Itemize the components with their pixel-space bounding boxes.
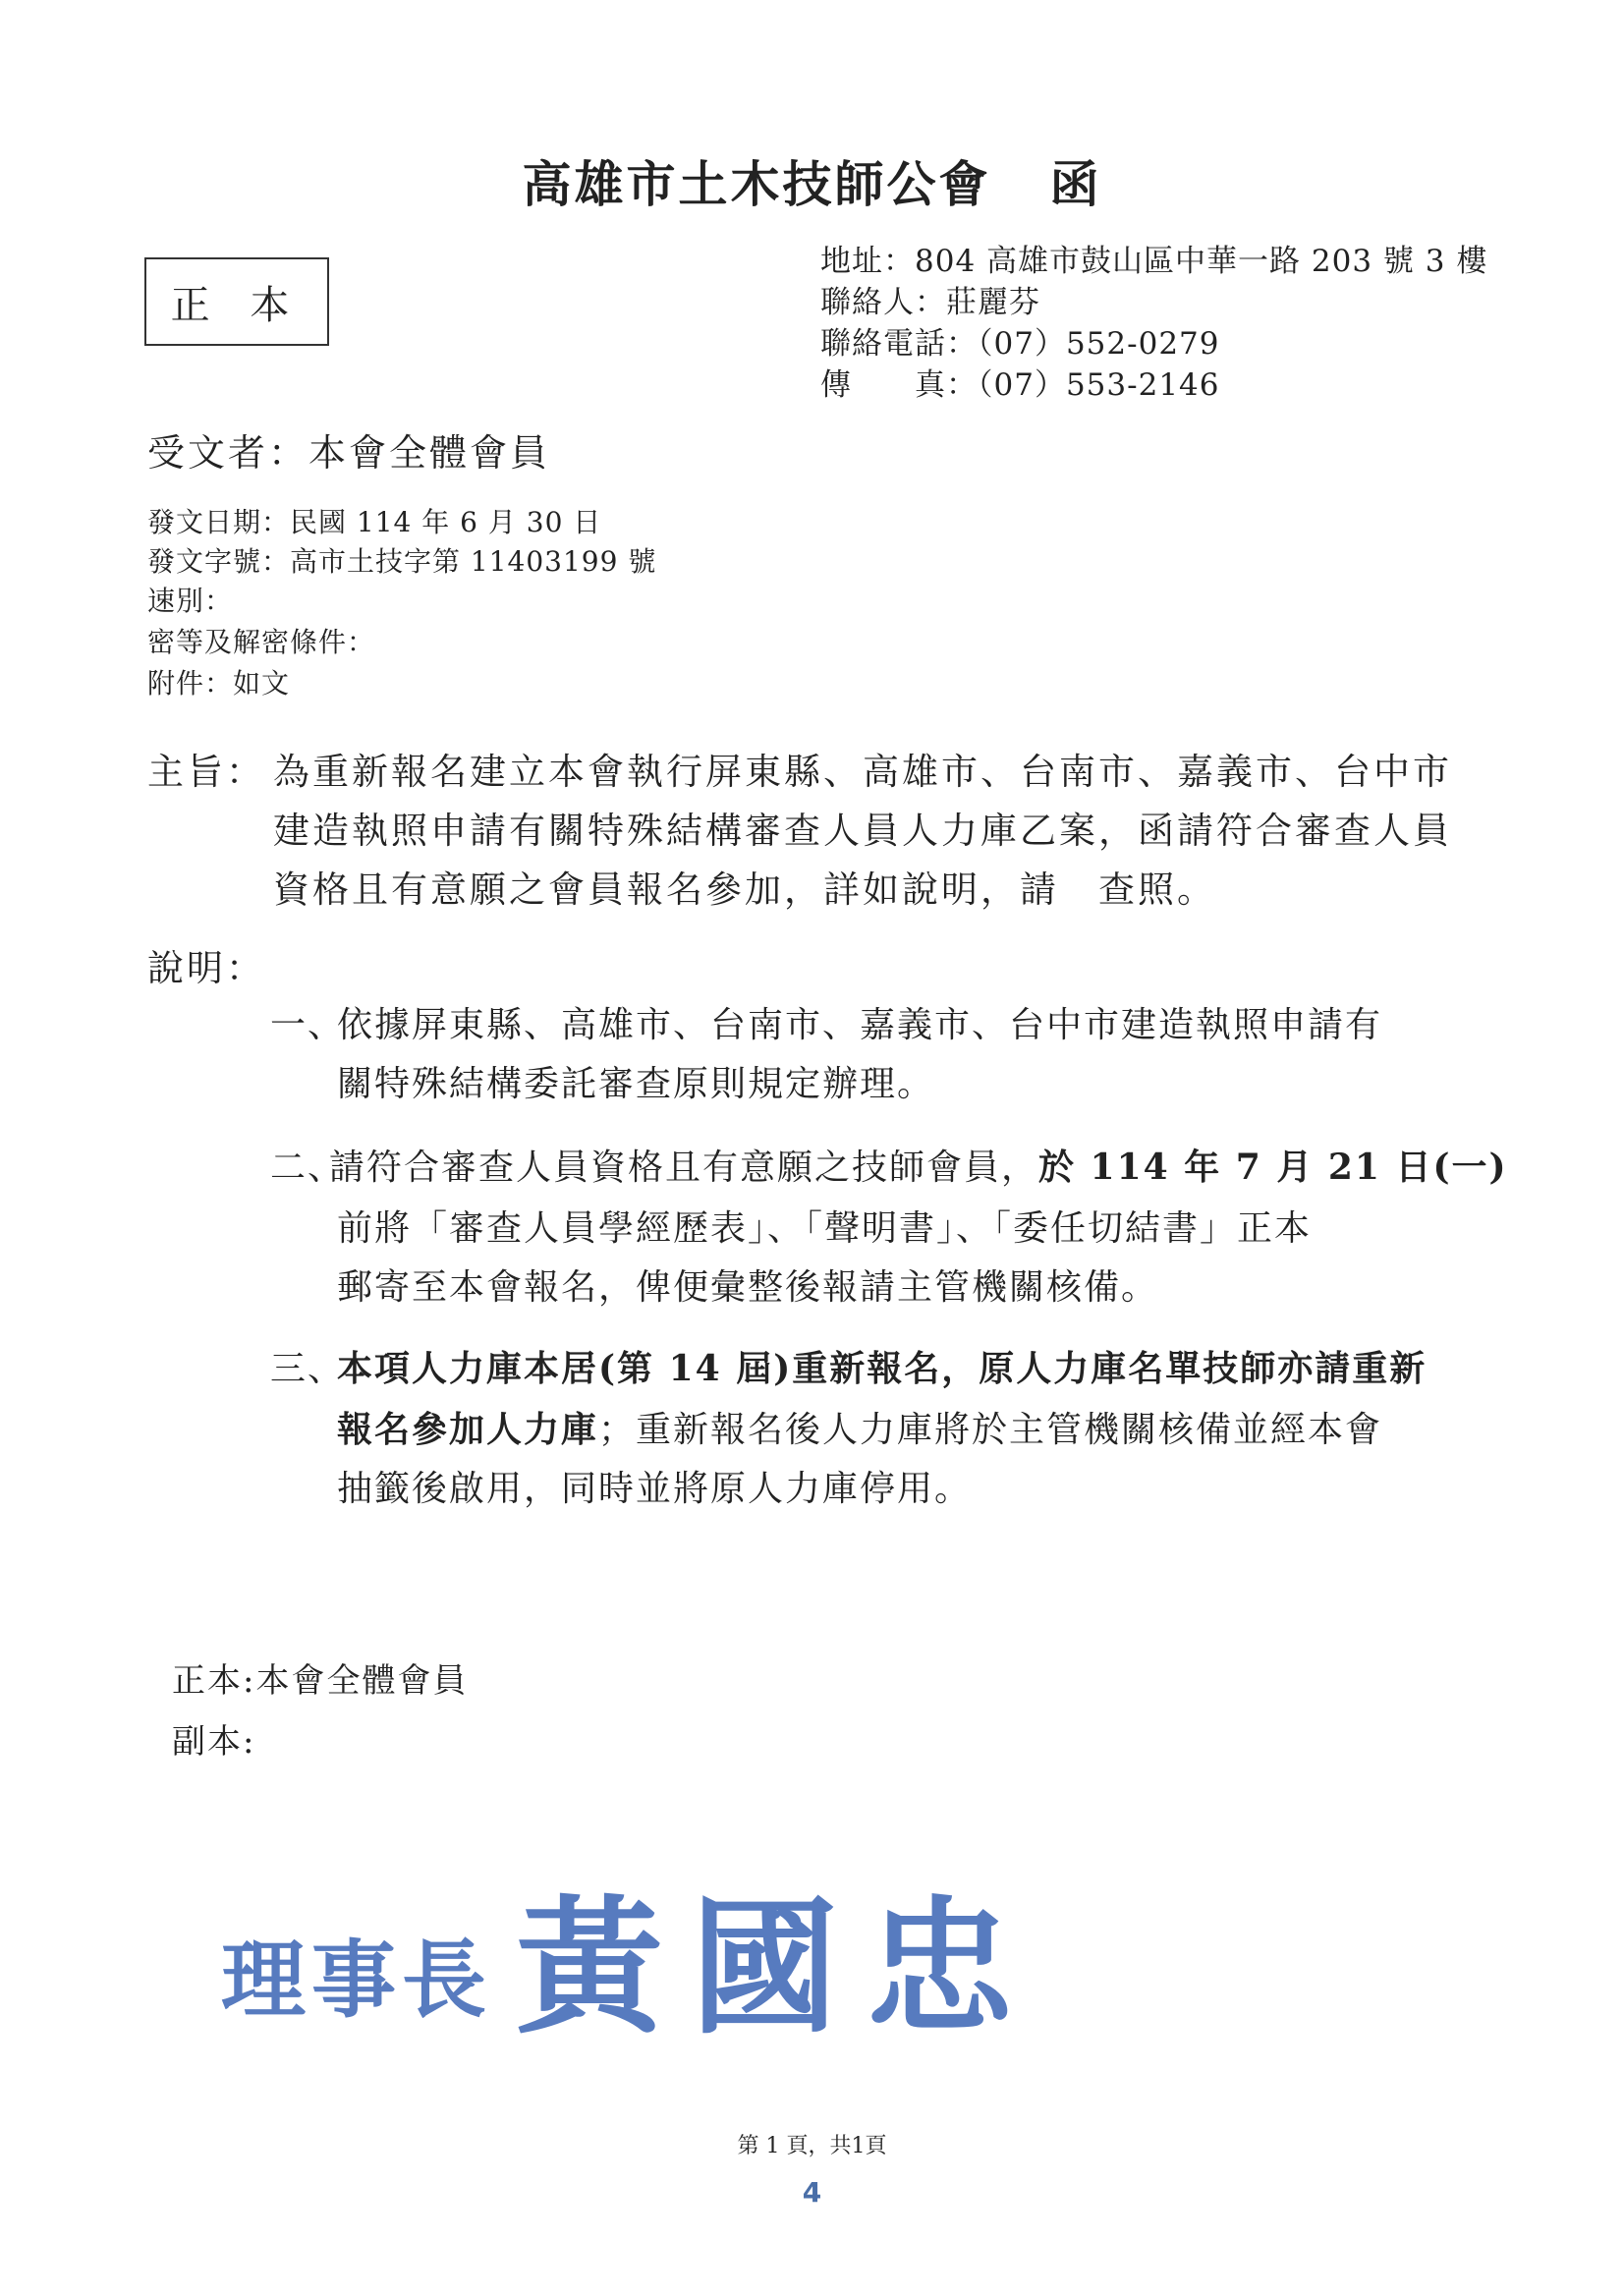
contact-fax: 傳 真：（07）553-2146 <box>820 367 1220 403</box>
item-1-line-2: 關特殊結構委託審查原則規定辦理。 <box>337 1064 935 1104</box>
signature-name: 黃國忠 <box>516 1881 1041 2048</box>
recipient: 受文者：本會全體會員 <box>147 431 551 475</box>
item-2-line-2: 前將「審查人員學經歷表」、「聲明書」、「委任切結書」正本 <box>337 1208 1313 1249</box>
signature-title: 理事長 <box>221 1931 492 2030</box>
contact-person: 聯絡人：莊麗芬 <box>820 285 1040 320</box>
subject-line-3: 資格且有意願之會員報名參加，詳如說明，請 查照。 <box>273 868 1216 911</box>
secrecy-level: 密等及解密條件： <box>147 626 376 658</box>
item-2-number: 二、 <box>270 1148 346 1188</box>
item-1-line-1: 依據屏東縣、高雄市、台南市、嘉義市、台中市建造執照申請有 <box>337 1005 1383 1045</box>
document-title <box>0 145 1624 216</box>
deadline-date: 於 114 年 7 月 21 日(一) <box>1038 1147 1508 1188</box>
explanation-label: 說明： <box>147 947 265 989</box>
doc-type: 函 <box>1049 155 1102 213</box>
copy-mark-box <box>144 257 329 346</box>
contact-phone: 聯絡電話：（07）552-0279 <box>820 326 1220 362</box>
subject-label: 主旨： <box>147 751 265 793</box>
issue-number: 發文字號：高市土技字第 11403199 號 <box>147 545 657 578</box>
subject-line-1: 為重新報名建立本會執行屏東縣、高雄市、台南市、嘉義市、台中市 <box>273 751 1452 793</box>
item-3-line-3: 抽籤後啟用，同時並將原人力庫停用。 <box>337 1469 973 1509</box>
copy-mark-text: 正 本 <box>170 282 304 328</box>
original-distribution: 正本:本會全體會員 <box>172 1661 469 1701</box>
contact-address: 地址：804 高雄市鼓山區中華一路 203 號 3 樓 <box>820 244 1488 279</box>
copy-distribution: 副本: <box>172 1722 256 1762</box>
page-mark: 4 <box>802 2176 822 2209</box>
chairman-signature-stamp <box>221 1872 1086 2048</box>
item-3-number: 三、 <box>270 1349 346 1389</box>
attachment: 附件：如文 <box>147 667 291 700</box>
org-name: 高雄市土木技師公會 <box>522 155 991 213</box>
speed-class: 速別： <box>147 585 234 617</box>
item-2-line-1: 請符合審查人員資格且有意願之技師會員，於 114 年 7 月 21 日(一) <box>329 1147 1508 1188</box>
issue-date: 發文日期：民國 114 年 6 月 30 日 <box>147 506 602 538</box>
item-1-number: 一、 <box>270 1005 346 1045</box>
item-2-line-3: 郵寄至本會報名，俾便彙整後報請主管機關核備。 <box>337 1267 1159 1308</box>
item-3-line-2: 報名參加人力庫；重新報名後人力庫將於主管機關核備並經本會 <box>337 1409 1383 1450</box>
subject-line-2: 建造執照申請有關特殊結構審查人員人力庫乙案，函請符合審查人員 <box>273 810 1452 852</box>
page-number: 第 1 頁，共1頁 <box>737 2134 887 2158</box>
item-3-line-1: 本項人力庫本居(第 14 屆)重新報名，原人力庫名單技師亦請重新 <box>337 1348 1428 1389</box>
